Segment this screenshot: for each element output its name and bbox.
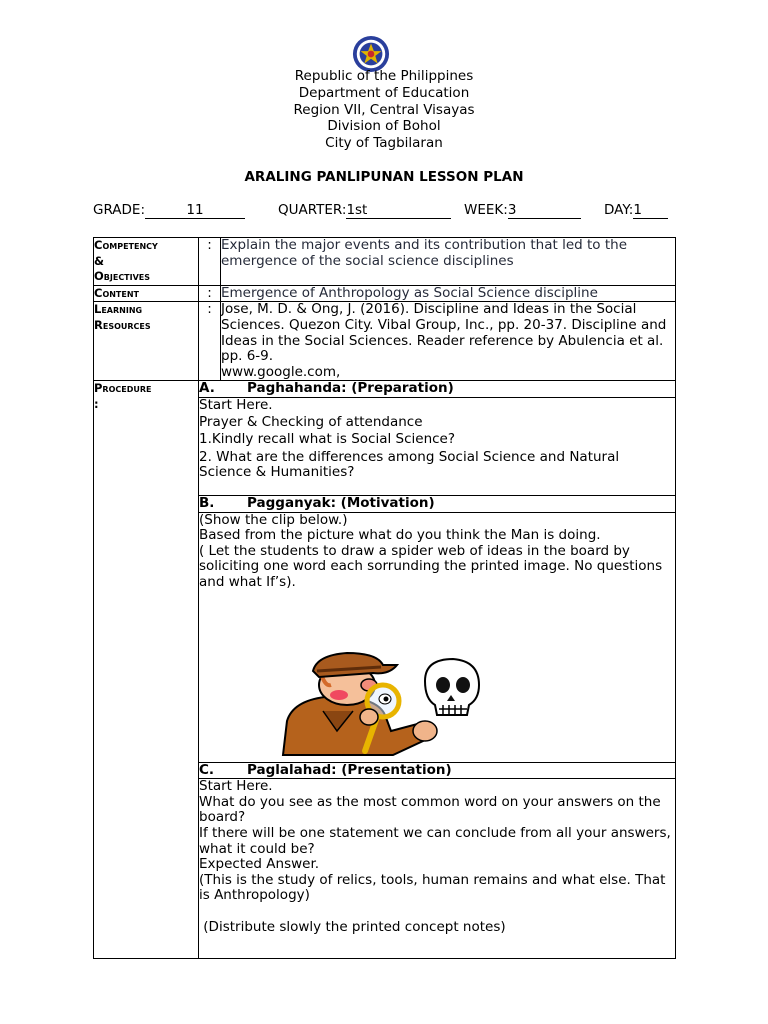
section-a-body: Start Here. Prayer & Checking of attendance 1.Kindly recall what is Social Science? 2. What are the differences among Social Science and Natural Science & Humanities? [199, 397, 676, 495]
resources-reference: Jose, M. D. & Ong, J. (2016). Discipline and Ideas in the Social Sciences. Quezon City. Vibal Group, Inc., pp. 20-37. Discipline and Ideas in the Social Sciences. Reader reference by Abulencia et al. pp. 6-9. [221, 301, 667, 365]
section-c-heading: C. Paglalahad: (Presentation) [199, 762, 676, 779]
grade-label: GRADE: [93, 202, 146, 218]
week-field [464, 202, 581, 219]
competency-text: Explain the major events and its contribution that led to the emergence of the social science disciplines [221, 238, 676, 286]
quarter-label: QUARTER: [278, 202, 347, 218]
header-line: Region VII, Central Visayas [293, 101, 475, 118]
resources-link[interactable]: www.google.com, [221, 363, 341, 380]
competency-row [94, 238, 676, 286]
page-title: ARALING PANLIPUNAN LESSON PLAN [244, 169, 524, 185]
detective-skull-clipart [273, 651, 505, 759]
header-line: Division of Bohol [327, 118, 441, 135]
quarter-field [278, 202, 451, 219]
section-b-heading: B. Pagganyak: (Motivation) [199, 495, 676, 512]
grade-value: 11 [145, 203, 245, 219]
procedure-a-head-row [94, 381, 676, 398]
procedure-label: Procedure : [94, 381, 199, 959]
section-a-heading: A. Paghahanda: (Preparation) [199, 381, 676, 398]
header-line: City of Tagbilaran [325, 135, 443, 152]
day-field [604, 202, 668, 219]
lesson-plan-table [93, 237, 676, 959]
colon: : [199, 302, 221, 381]
resources-row [94, 302, 676, 381]
header-line: Department of Education [298, 84, 470, 101]
week-label: WEEK: [464, 202, 508, 218]
colon: : [199, 285, 221, 302]
week-value: 3 [508, 203, 581, 219]
quarter-value: 1st [346, 203, 451, 219]
section-b-body: (Show the clip below.) Based from the picture what do you think the Man is doing. ( Let the students to draw a spider web of ideas in the board by soliciting one word each sorrunding the printed image. No questions and what If’s). [199, 512, 676, 762]
competency-label: Competency & Objectives [94, 238, 199, 286]
header-line: Republic of the Philippines [294, 68, 474, 84]
colon: : [199, 238, 221, 286]
grade-field [93, 202, 245, 219]
content-text: Emergence of Anthropology as Social Science discipline [221, 285, 676, 302]
header-block [0, 68, 768, 152]
content-label: Content [94, 285, 199, 302]
section-c-body: Start Here. What do you see as the most common word on your answers on the board? If there will be one statement we can conclude from all your answers, what it could be? Expected Answer. (This is the study of relics, tools, human remains and what else. That is Anthropology) (Distribute slowly the printed concept notes) [199, 779, 676, 959]
resources-label: Learning Resources [94, 302, 199, 381]
content-row [94, 285, 676, 302]
day-label: DAY: [604, 202, 634, 218]
day-value: 1 [633, 203, 668, 219]
resources-text [221, 302, 676, 381]
